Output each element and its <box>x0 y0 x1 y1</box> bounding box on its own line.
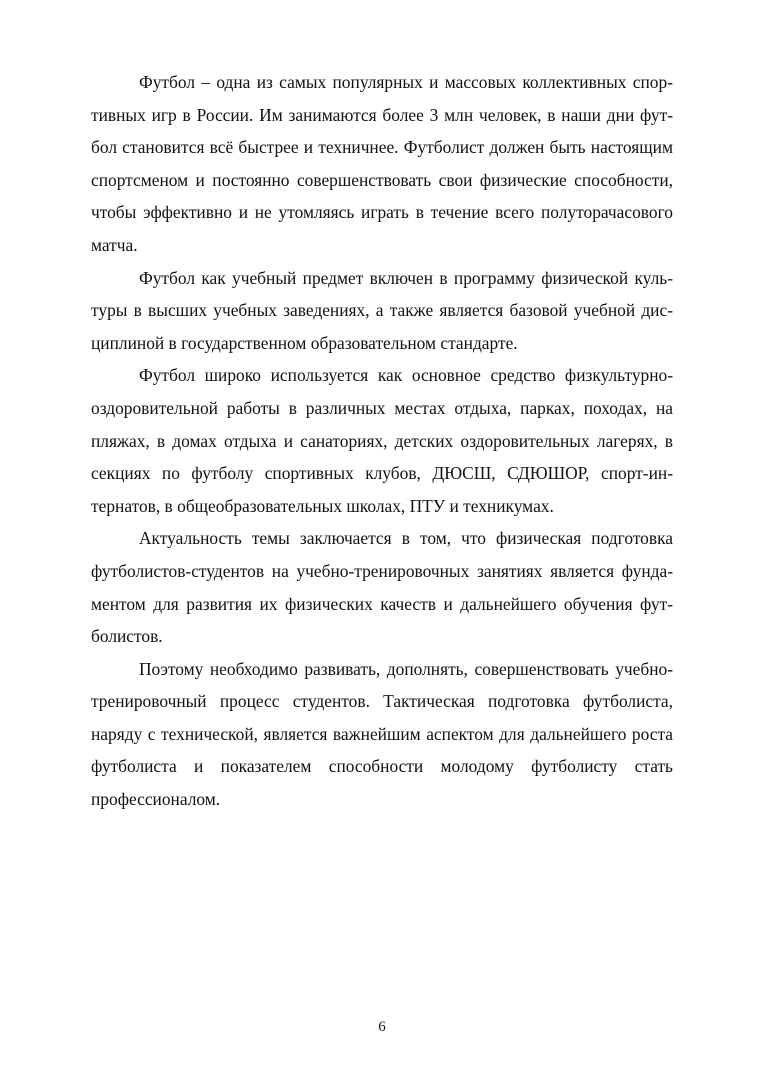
paragraph-curriculum: Футбол как учебный предмет включен в программу физической культуры в высших учебных заведениях, а также является базовой учебной дисциплиной в государственном образовательном стандарте. <box>91 267 673 353</box>
page-number: 6 <box>378 1019 386 1035</box>
paragraph-relevance: Актуальность темы заключается в том, что физическая подготовка футболистов-студентов на учебно-тренировочных занятиях является фундаментом для развития их физических качеств и дальнейшего обучения футболистов. <box>91 528 673 647</box>
paragraph-intro: Футбол – одна из самых популярных и массовых коллективных спортивных игр в России. Им занимаются более 3 млн человек, в наши дни футбол становится всё быстрее и техничнее. Футболист должен быть настоящим спортсменом и постоянно совершенствовать свои физические способности, чтобы эффективно и не утомляясь играть в течение всего полуторачасового матча. <box>91 72 673 255</box>
body-text <box>91 66 673 816</box>
paragraph-conclusion: Поэтому необходимо развивать, дополнять, совершенствовать учебно-тренировочный процесс студентов. Тактическая подготовка футболиста, наряду с технической, является важнейшим аспектом для дальнейшего роста футболиста и показателем способности молодому футболисту стать профессионалом. <box>91 658 673 810</box>
paragraph-usage: Футбол широко используется как основное средство физкультурно-оздоровительной работы в различных местах отдыха, парках, походах, на пляжах, в домах отдыха и санаториях, детских оздоровительных лагерях, в секциях по футболу спортивных клубов, ДЮСШ, СДЮШОР, спорт-интернатов, в общеобразовательных школах, ПТУ и техникумах. <box>91 365 673 516</box>
